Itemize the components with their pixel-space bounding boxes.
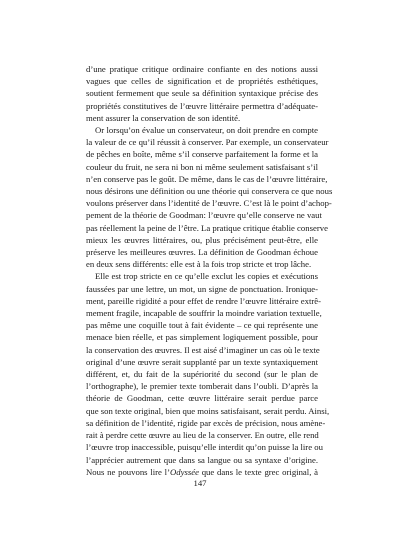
text-line: l’œuvre trop inaccessible, puisqu’elle interdit qu’on puisse la lire ou (86, 442, 323, 453)
text-line: d’une pratique critique ordinaire confiante en des notions aussi (86, 64, 318, 74)
text-line: pas même une coquille tout à fait évidente – ce qui représente une (86, 320, 318, 331)
text-run: Nous ne pouvons lire l’ (86, 466, 170, 477)
text-line: que son texte original, bien que moins satisfaisant, serait perdu. Ainsi, (86, 405, 330, 416)
text-line: différent, et, du fait de la supériorité du second (sur le plan de (86, 369, 318, 380)
page-number: 147 (193, 478, 207, 488)
text-line: soutient fermement que seule sa définition syntaxique précise des (86, 88, 318, 99)
text-line: n’en conserve pas le goût. De même, dans le cas de l’œuvre littéraire, (86, 173, 328, 184)
text-run: que dans le texte grec original, à (198, 466, 318, 477)
text-line: nous désirons une définition ou une théorie qui conservera ce que nous (86, 186, 333, 197)
text-line: propriétés constitutives de l’œuvre littéraire permettra d’adéquate- (86, 100, 318, 111)
text-line: en deux sens différents: elle est à la fois trop stricte et trop lâche. (86, 259, 312, 270)
text-line: menace bien réelle, et pas simplement logiquement possible, pour (86, 332, 318, 343)
text-line: préserve les meilleures œuvres. La définition de Goodman échoue (86, 247, 318, 258)
text-line: Elle est trop stricte en ce qu’elle exclut les copies et exécutions (95, 271, 318, 282)
text-line: la valeur de ce qu’il réussit à conserver. Par exemple, un conservateur (86, 137, 329, 148)
text-line: couleur du fruit, ne sera ni bon ni même seulement satisfaisant s’il (86, 161, 318, 172)
text-line: Or lorsqu’on évalue un conservateur, on doit prendre en compte (95, 125, 318, 136)
text-line: l’apprécier autrement que dans sa langue ou sa syntaxe d’origine. (86, 454, 318, 465)
text-line (86, 466, 318, 478)
text-line: théorie de Goodman, cette œuvre littéraire serait perdue parce (86, 393, 318, 404)
text-line: la conservation des œuvres. Il est aisé d’imaginer un cas où le texte (86, 344, 320, 355)
text-line: ment, pareille rigidité a pour effet de rendre l’œuvre littéraire extrê- (86, 295, 322, 306)
body-text (86, 63, 333, 478)
text-line: sa définition de l’identité, rigide par excès de précision, nous amène- (86, 417, 326, 428)
text-line: rait à perdre cette œuvre au lieu de la conserver. En outre, elle rend (86, 430, 319, 441)
italic-title: Odyssée (169, 466, 199, 477)
text-line: de pêches en boîte, même s’il conserve parfaitement la forme et la (86, 149, 318, 160)
text-line: vagues que celles de signification et de propriétés esthétiques, (86, 76, 318, 87)
text-line: pement de la théorie de Goodman: l’œuvre qu’elle conserve ne vaut (86, 210, 322, 221)
text-line: l’orthographe), le premier texte tomberait dans l’oubli. D’après la (86, 381, 318, 392)
text-line: original d’une œuvre serait supplanté par un texte syntaxiquement (86, 356, 318, 367)
text-line: ment assurer la conservation de son identité. (86, 112, 241, 123)
text-line: voulons préserver dans l’identité de l’œuvre. C’est là le point d’achop- (86, 198, 332, 209)
text-line: mieux les œuvres littéraires, ou, plus précisément peut-être, elle (86, 234, 318, 245)
text-line: mement fragile, incapable de souffrir la moindre variation textuelle, (86, 308, 322, 319)
text-line: faussées par une lettre, un mot, un signe de ponctuation. Ironique- (86, 283, 318, 294)
text-line: pas réellement la peine de l’être. La pratique critique établie conserve (86, 222, 328, 233)
